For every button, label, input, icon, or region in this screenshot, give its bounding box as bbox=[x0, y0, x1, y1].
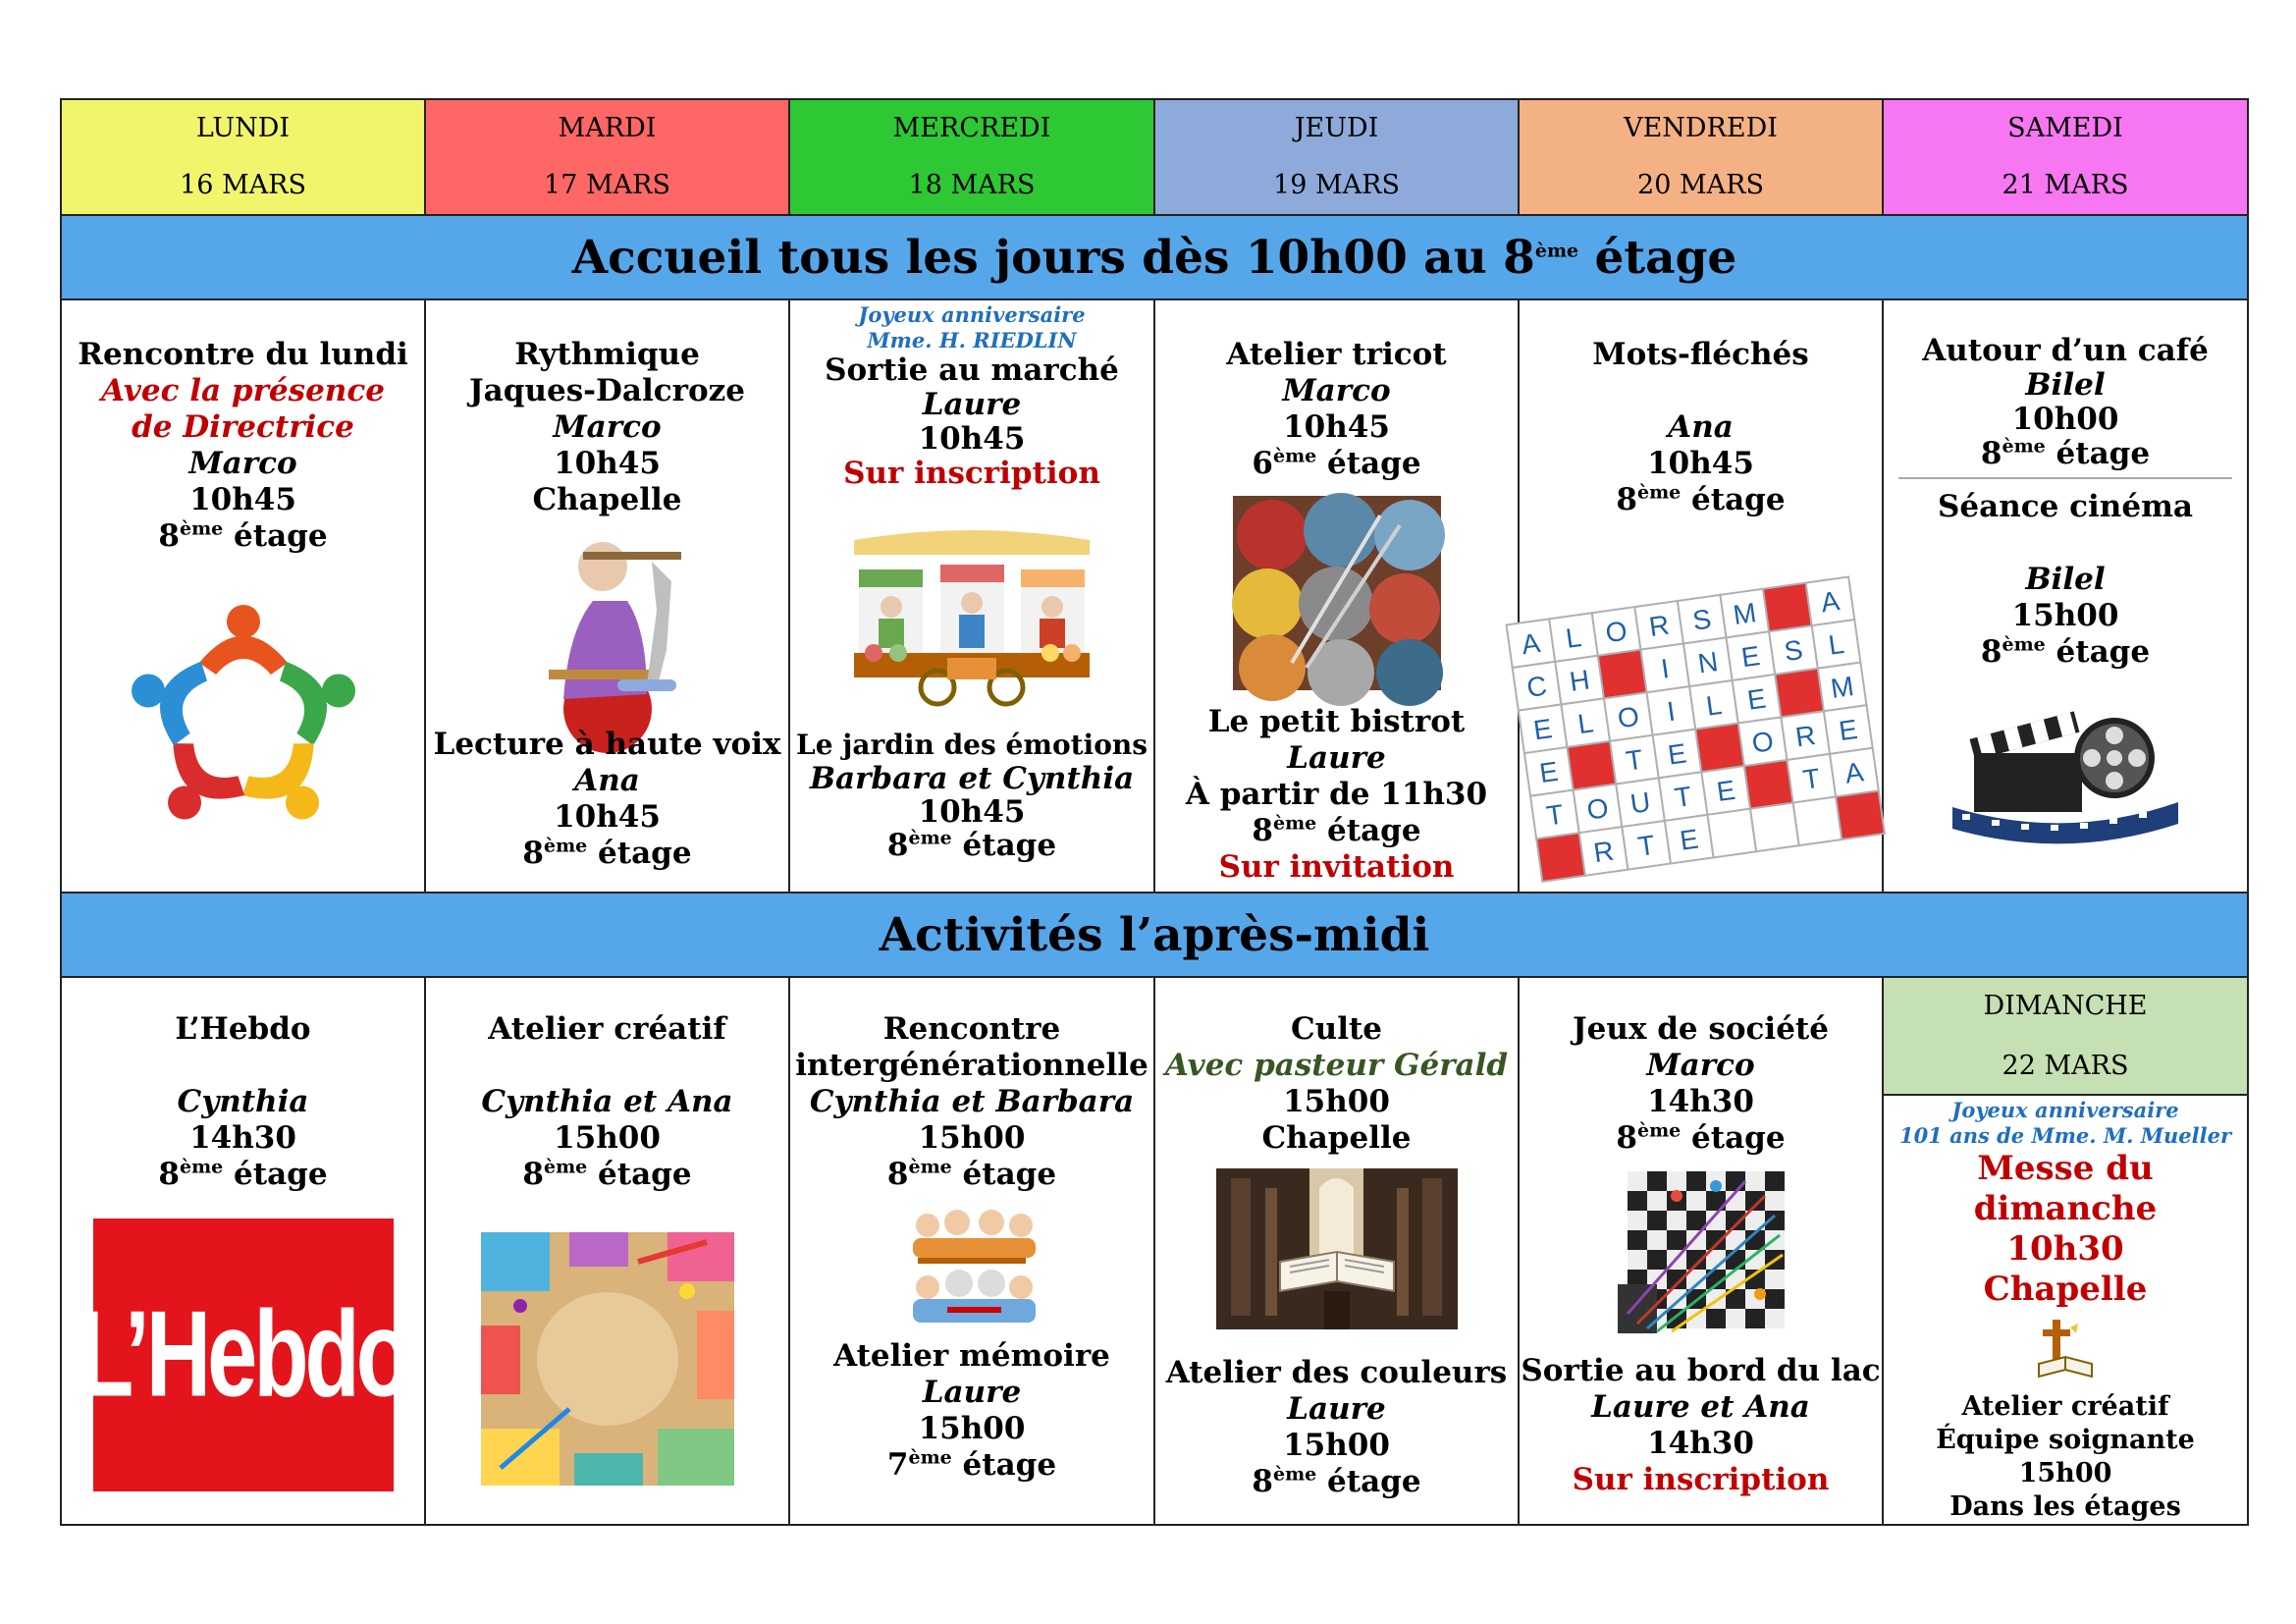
day-date: 22 MARS bbox=[2002, 1051, 2129, 1081]
crossword-cell bbox=[1743, 760, 1792, 809]
chessboard-square bbox=[1765, 1289, 1785, 1309]
day-name: VENDREDI bbox=[1624, 113, 1778, 143]
morning-mercredi bbox=[789, 299, 1154, 893]
activity-animator: Laure et Ana bbox=[1591, 1389, 1810, 1425]
activity-floor: 8ème étage bbox=[886, 1156, 1057, 1192]
activity-floor: 8ème étage bbox=[158, 1156, 328, 1192]
birthday-line-2: 101 ans de Mme. M. Mueller bbox=[1898, 1123, 2232, 1148]
hebdo-logo: L’Hebdo bbox=[93, 1218, 394, 1491]
crossword-cell bbox=[1750, 803, 1799, 852]
crossword-letter: T bbox=[1672, 781, 1693, 814]
activity-title: Autour d’un café bbox=[1922, 333, 2209, 368]
activity-title: Sortie au marché bbox=[825, 352, 1119, 388]
chessboard-square bbox=[1726, 1309, 1745, 1328]
activity-time: 15h00 bbox=[918, 1120, 1026, 1156]
activity-title: Mots-fléchés bbox=[1592, 337, 1809, 372]
activity-animator: Laure bbox=[922, 387, 1022, 422]
day-header-lundi bbox=[61, 99, 425, 215]
crossword-letter: O bbox=[1615, 700, 1641, 734]
day-name: JEUDI bbox=[1294, 113, 1379, 143]
day-date: 19 MARS bbox=[1273, 170, 1400, 200]
day-date: 21 MARS bbox=[2002, 170, 2129, 200]
crossword-letter: S bbox=[1782, 633, 1804, 668]
afternoon-mardi bbox=[425, 977, 789, 1525]
chessboard-square bbox=[1686, 1171, 1706, 1191]
activity-time: 15h00 bbox=[1283, 1084, 1390, 1119]
crossword-letter: R bbox=[1792, 719, 1817, 753]
activity-time: 10h00 bbox=[2011, 402, 2119, 437]
chessboard-square bbox=[1686, 1230, 1706, 1250]
chessboard-square bbox=[1628, 1230, 1647, 1250]
activity-floor: 8ème étage bbox=[158, 517, 328, 554]
crossword-letter: C bbox=[1523, 670, 1549, 704]
activity-team: Équipe soignante bbox=[1936, 1425, 2195, 1455]
morning-lundi bbox=[61, 299, 425, 893]
activity-place: Chapelle bbox=[532, 482, 682, 517]
activity-title: Le petit bistrot bbox=[1207, 704, 1466, 739]
afternoon-jeudi bbox=[1154, 977, 1519, 1525]
crossword-letter: L bbox=[1575, 707, 1595, 740]
day-name: LUNDI bbox=[195, 113, 291, 143]
crossword-letter: O bbox=[1749, 725, 1776, 759]
activity-floor: 8ème étage bbox=[522, 1156, 692, 1192]
cinema-clapper-film-icon bbox=[1952, 704, 2178, 841]
crossword-cell bbox=[1707, 809, 1756, 858]
market-stalls-image bbox=[854, 520, 1090, 707]
chessboard-square bbox=[1647, 1171, 1667, 1191]
chessboard-square bbox=[1745, 1171, 1765, 1191]
activity-place: Chapelle bbox=[1983, 1270, 2148, 1309]
activity-floor: 8ème étage bbox=[886, 827, 1057, 863]
chessboard-square bbox=[1647, 1250, 1667, 1270]
crossword-grid-image bbox=[1519, 585, 1868, 874]
crossword-cell bbox=[1536, 833, 1585, 882]
crossword-letter: A bbox=[1519, 627, 1542, 661]
day-date: 18 MARS bbox=[908, 170, 1036, 200]
crossword-letter: E bbox=[1714, 774, 1737, 808]
chessboard-square bbox=[1628, 1211, 1647, 1230]
crossword-cell bbox=[1792, 796, 1842, 845]
activity-time: 14h30 bbox=[189, 1120, 296, 1156]
chessboard-square bbox=[1667, 1211, 1686, 1230]
activity-time: 15h00 bbox=[2018, 1458, 2112, 1489]
activity-title: Atelier mémoire bbox=[833, 1338, 1110, 1374]
activity-floor: 8ème étage bbox=[522, 835, 692, 871]
activity-time: À partir de 11h30 bbox=[1185, 777, 1488, 812]
chessboard-square bbox=[1726, 1250, 1745, 1270]
crossword-cell bbox=[1567, 741, 1616, 790]
activity-title: Culte bbox=[1290, 1011, 1383, 1047]
day-date: 16 MARS bbox=[180, 170, 306, 200]
day-name: DIMANCHE bbox=[1983, 991, 2148, 1021]
activity-floor: 8ème étage bbox=[1616, 1119, 1786, 1156]
crossword-letter: E bbox=[1677, 823, 1700, 856]
birthday-line-2: Mme. H. RIEDLIN bbox=[867, 328, 1077, 352]
chessboard-square bbox=[1726, 1171, 1745, 1191]
crossword-letter: E bbox=[1744, 682, 1768, 716]
chessboard-square bbox=[1765, 1270, 1785, 1289]
activity-title: Le jardin des émotions bbox=[796, 729, 1148, 761]
afternoon-activities-row bbox=[61, 977, 2248, 1525]
chessboard-square bbox=[1765, 1309, 1785, 1328]
crossword-letter: T bbox=[1800, 762, 1822, 795]
chessboard-square bbox=[1745, 1309, 1765, 1328]
activity-time: 10h45 bbox=[554, 446, 661, 481]
activity-title: Rythmique bbox=[514, 337, 700, 372]
crossword-letter: E bbox=[1665, 737, 1688, 771]
chessboard-square bbox=[1765, 1171, 1785, 1191]
chessboard-square bbox=[1667, 1230, 1686, 1250]
morning-banner: Accueil tous les jours dès 10h00 au 8ème étage bbox=[61, 215, 2248, 299]
activity-floor: 6ème étage bbox=[1252, 445, 1421, 481]
morning-activities-row bbox=[61, 299, 2248, 893]
activity-floor: 8ème étage bbox=[1980, 633, 2151, 670]
chessboard-square bbox=[1647, 1230, 1667, 1250]
crossword-letter: L bbox=[1563, 622, 1583, 654]
activity-animator: Cynthia et Barbara bbox=[809, 1084, 1135, 1119]
activity-title: Jeux de société bbox=[1573, 1011, 1829, 1047]
people-circle-icon bbox=[106, 594, 381, 849]
crossword-letter: T bbox=[1543, 798, 1566, 832]
chapel-bible-image bbox=[1216, 1168, 1458, 1329]
activity-time: 10h30 bbox=[2006, 1229, 2124, 1269]
activity-floor: 8ème étage bbox=[1980, 435, 2151, 471]
activity-title-2: Jaques-Dalcroze bbox=[469, 373, 745, 408]
activity-time: 10h45 bbox=[918, 794, 1026, 830]
day-name: SAMEDI bbox=[2007, 113, 2123, 143]
cross-bible-icon bbox=[2031, 1320, 2100, 1384]
day-header-jeudi bbox=[1154, 99, 1519, 215]
activity-title: Atelier tricot bbox=[1226, 337, 1447, 372]
crossword-letter: O bbox=[1603, 615, 1629, 649]
activity-title: Atelier créatif bbox=[488, 1011, 726, 1047]
activity-title: Lecture à haute voix bbox=[433, 727, 781, 762]
day-header-dimanche bbox=[1884, 978, 2247, 1096]
activity-title: Messe du dimanche bbox=[1973, 1149, 2158, 1228]
activity-animator: Ana bbox=[1668, 409, 1734, 445]
activity-animator: Marco bbox=[1646, 1048, 1755, 1083]
activity-animator: Cynthia bbox=[177, 1084, 309, 1119]
crossword-cell bbox=[1597, 650, 1646, 699]
activity-note: Sur inscription bbox=[1572, 1462, 1830, 1497]
activity-title: Atelier créatif bbox=[1961, 1391, 2169, 1422]
crossword-letter: N bbox=[1695, 646, 1720, 679]
crossword-letter: A bbox=[1818, 585, 1842, 619]
rhythmic-exercise-image bbox=[509, 522, 706, 719]
day-name: MARDI bbox=[558, 113, 657, 143]
chessboard-square bbox=[1647, 1191, 1667, 1211]
activity-animator: Laure bbox=[922, 1375, 1022, 1410]
crossword-letter: U bbox=[1628, 785, 1652, 820]
birthday-line-1: Joyeux anniversaire bbox=[858, 302, 1086, 327]
activity-title: L’Hebdo bbox=[175, 1011, 311, 1047]
crossword-letter: M bbox=[1731, 597, 1758, 631]
crossword-letter: A bbox=[1842, 756, 1865, 789]
day-header-row bbox=[61, 99, 2248, 215]
activity-time: 10h45 bbox=[189, 482, 296, 517]
activity-animator: Marco bbox=[553, 409, 662, 445]
board-games-image bbox=[1618, 1166, 1785, 1333]
activity-title-2: intergénérationnelle bbox=[795, 1048, 1148, 1083]
activity-animator: Marco bbox=[188, 446, 297, 481]
crossword-cell bbox=[1763, 583, 1812, 632]
crossword-letter: T bbox=[1623, 743, 1645, 777]
afternoon-banner: Activités l’après-midi bbox=[61, 893, 2248, 977]
crossword-cell bbox=[1775, 669, 1824, 718]
morning-jeudi bbox=[1154, 299, 1519, 893]
knitting-yarn-image bbox=[1233, 496, 1441, 690]
afternoon-dimanche bbox=[1883, 977, 2248, 1525]
activity-animator: Bilel bbox=[2025, 562, 2106, 597]
activity-note: Sur inscription bbox=[843, 456, 1100, 491]
morning-mardi bbox=[425, 299, 789, 893]
activity-time: 10h45 bbox=[1647, 446, 1754, 481]
morning-vendredi bbox=[1519, 299, 1883, 893]
activity-time: 14h30 bbox=[1647, 1084, 1754, 1119]
crossword-letter: R bbox=[1646, 609, 1671, 643]
activity-floor: 8ème étage bbox=[1252, 1463, 1421, 1499]
chessboard-square bbox=[1628, 1191, 1647, 1211]
chessboard-square bbox=[1628, 1250, 1647, 1270]
chessboard-square bbox=[1706, 1309, 1726, 1328]
morning-banner-row bbox=[61, 215, 2248, 299]
activity-animator: Barbara et Cynthia bbox=[809, 761, 1135, 796]
activity-time: 15h00 bbox=[554, 1120, 661, 1156]
activity-time: 15h00 bbox=[2011, 598, 2119, 633]
crossword-letter: I bbox=[1664, 695, 1677, 728]
crossword-letter: I bbox=[1658, 652, 1671, 684]
activity-place: Dans les étages bbox=[1949, 1491, 2181, 1522]
day-date: 17 MARS bbox=[544, 170, 670, 200]
day-header-mercredi bbox=[789, 99, 1154, 215]
activity-floor: 7ème étage bbox=[886, 1446, 1057, 1483]
crossword-letter: L bbox=[1703, 688, 1724, 722]
day-name: MERCREDI bbox=[892, 113, 1051, 143]
activity-animator: Laure bbox=[1287, 740, 1386, 776]
activity-title: Rencontre du lundi bbox=[78, 337, 408, 372]
afternoon-banner-row bbox=[61, 893, 2248, 977]
crossword-letter: E bbox=[1530, 713, 1554, 746]
activity-note: Sur invitation bbox=[1218, 849, 1455, 885]
birthday-line-1: Joyeux anniversaire bbox=[1951, 1098, 2179, 1122]
chessboard-square bbox=[1667, 1171, 1686, 1191]
activity-title: Séance cinéma bbox=[1938, 489, 2193, 524]
activity-time: 10h45 bbox=[1283, 409, 1390, 445]
activity-time: 15h00 bbox=[918, 1411, 1026, 1446]
afternoon-vendredi bbox=[1519, 977, 1883, 1525]
chessboard-square bbox=[1686, 1191, 1706, 1211]
day-header-mardi bbox=[425, 99, 789, 215]
activity-animator: Bilel bbox=[2025, 367, 2106, 403]
activity-place: Chapelle bbox=[1261, 1120, 1412, 1156]
crossword-letter: O bbox=[1584, 791, 1610, 826]
activity-animator: Cynthia et Ana bbox=[481, 1084, 733, 1119]
morning-samedi bbox=[1883, 299, 2248, 893]
day-date: 20 MARS bbox=[1637, 170, 1764, 200]
activity-time: 14h30 bbox=[1647, 1426, 1754, 1461]
crossword-cell bbox=[1695, 724, 1744, 773]
activity-time: 15h00 bbox=[1283, 1428, 1390, 1463]
crossword-letter: L bbox=[1826, 627, 1845, 661]
crossword-letter: S bbox=[1689, 603, 1713, 636]
activity-floor: 8ème étage bbox=[1252, 812, 1421, 848]
crossword-letter: R bbox=[1591, 835, 1616, 869]
activity-time: 10h45 bbox=[918, 421, 1026, 457]
crossword-letter: H bbox=[1567, 664, 1591, 697]
activity-title: Atelier des couleurs bbox=[1165, 1355, 1508, 1390]
day-header-samedi bbox=[1883, 99, 2248, 215]
activity-note: Avec pasteur Gérald bbox=[1164, 1048, 1509, 1083]
intergenerational-family-image bbox=[898, 1201, 1045, 1328]
crossword-letter: E bbox=[1738, 639, 1762, 674]
craft-supplies-image bbox=[481, 1232, 734, 1486]
crossword-cell bbox=[1836, 790, 1885, 839]
afternoon-lundi bbox=[61, 977, 425, 1525]
crossword-letter: M bbox=[1828, 670, 1855, 704]
crossword-letter: T bbox=[1635, 829, 1657, 862]
crossword-letter: E bbox=[1836, 713, 1859, 747]
afternoon-mercredi bbox=[789, 977, 1154, 1525]
activity-note: Avec la présence de Directrice bbox=[101, 373, 385, 445]
activity-floor: 8ème étage bbox=[1616, 481, 1786, 517]
weekly-schedule-table bbox=[60, 98, 2249, 1526]
crossword-letter: E bbox=[1536, 755, 1560, 789]
activity-animator: Laure bbox=[1287, 1391, 1386, 1427]
activity-animator: Ana bbox=[574, 763, 640, 798]
day-header-vendredi bbox=[1519, 99, 1883, 215]
chessboard-square bbox=[1647, 1211, 1667, 1230]
activity-title: Rencontre bbox=[882, 1011, 1061, 1047]
chessboard-square bbox=[1765, 1191, 1785, 1211]
activity-time: 10h45 bbox=[554, 799, 661, 835]
activity-title: Sortie au bord du lac bbox=[1521, 1353, 1881, 1388]
divider bbox=[1898, 477, 2232, 479]
activity-animator: Marco bbox=[1282, 373, 1391, 408]
chessboard-square bbox=[1628, 1171, 1647, 1191]
